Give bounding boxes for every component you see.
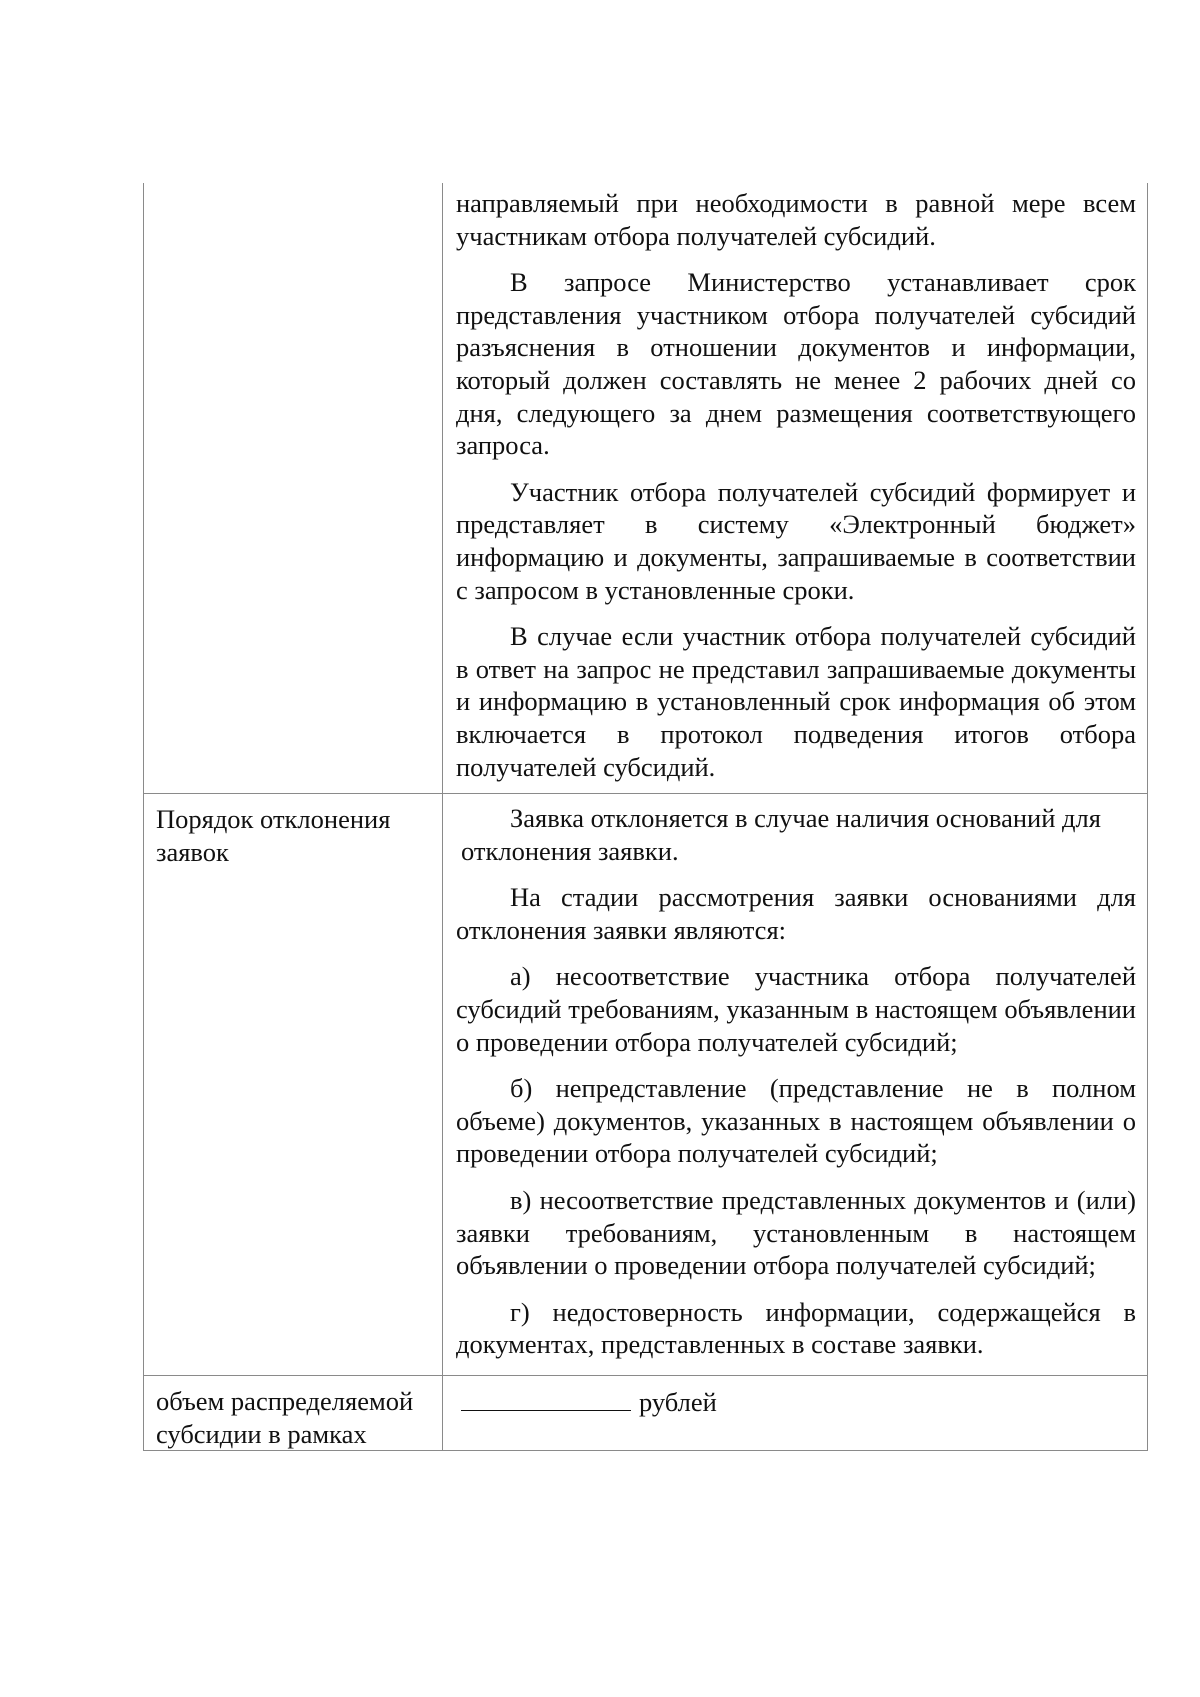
paragraph: Участник отбора получателей субсидий формирует и представляет в систему «Электронный бюджет» информацию и документы, запрашиваемые в соответствии с запросом в установленные сроки. [456,476,1136,605]
row-label [144,183,442,192]
paragraph: в) несоответствие представленных документов и (или) заявки требованиям, установленным в настоящем объявлении о проведении отбора получателей субсидий; [456,1185,1136,1281]
announcement-table [143,183,1148,1451]
paragraph: б) непредставление (представление не в полном объеме) документов, указанных в настоящем объявлении о проведении отбора получателей субсидий; [456,1073,1136,1169]
amount-unit: рублей [639,1387,717,1417]
row-label-cell [144,794,443,1376]
row-content-cell [443,794,1148,1376]
paragraph: направляемый при необходимости в равной мере всем участникам отбора получателей субсидий. [456,188,1136,251]
subsidy-amount [443,1376,1147,1429]
table-row [144,794,1148,1376]
paragraph: а) несоответствие участника отбора получателей субсидий требованиям, указанным в настоящем объявлении о проведении отбора получателей субсидий; [456,961,1136,1057]
table-row [144,1376,1148,1451]
row-content-cell [443,183,1148,794]
paragraph: г) недостоверность информации, содержащейся в документах, представленных в составе заявки. [456,1296,1136,1360]
row-label-rejection-procedure: Порядок отклонения заявок [156,804,391,867]
paragraph: В запросе Министерство устанавливает срок представления участником отбора получателей субсидий разъяснения в отношении документов и информации, который должен составлять не менее 2 рабочих дней со дня, следующего за днем размещения соответствующего запроса. [456,267,1136,461]
paragraph: В случае если участник отбора получателей субсидий в ответ на запрос не представил запрашиваемые документы и информацию в установленный срок информация об этом включается в протокол подведения итогов отбора получателей субсидий. [456,621,1136,782]
table-row [144,183,1148,794]
row-label-cell [144,1376,443,1451]
paragraph: Заявка отклоняется в случае наличия оснований для отклонения заявки. [461,803,1101,866]
row-label-subsidy-volume: объем распределяемой субсидии в рамках [156,1386,414,1449]
row-label-cell [144,183,443,794]
paragraph: На стадии рассмотрения заявки основаниями для отклонения заявки являются: [456,882,1136,945]
row-content-cell [443,1376,1148,1451]
amount-blank-line [461,1384,631,1411]
